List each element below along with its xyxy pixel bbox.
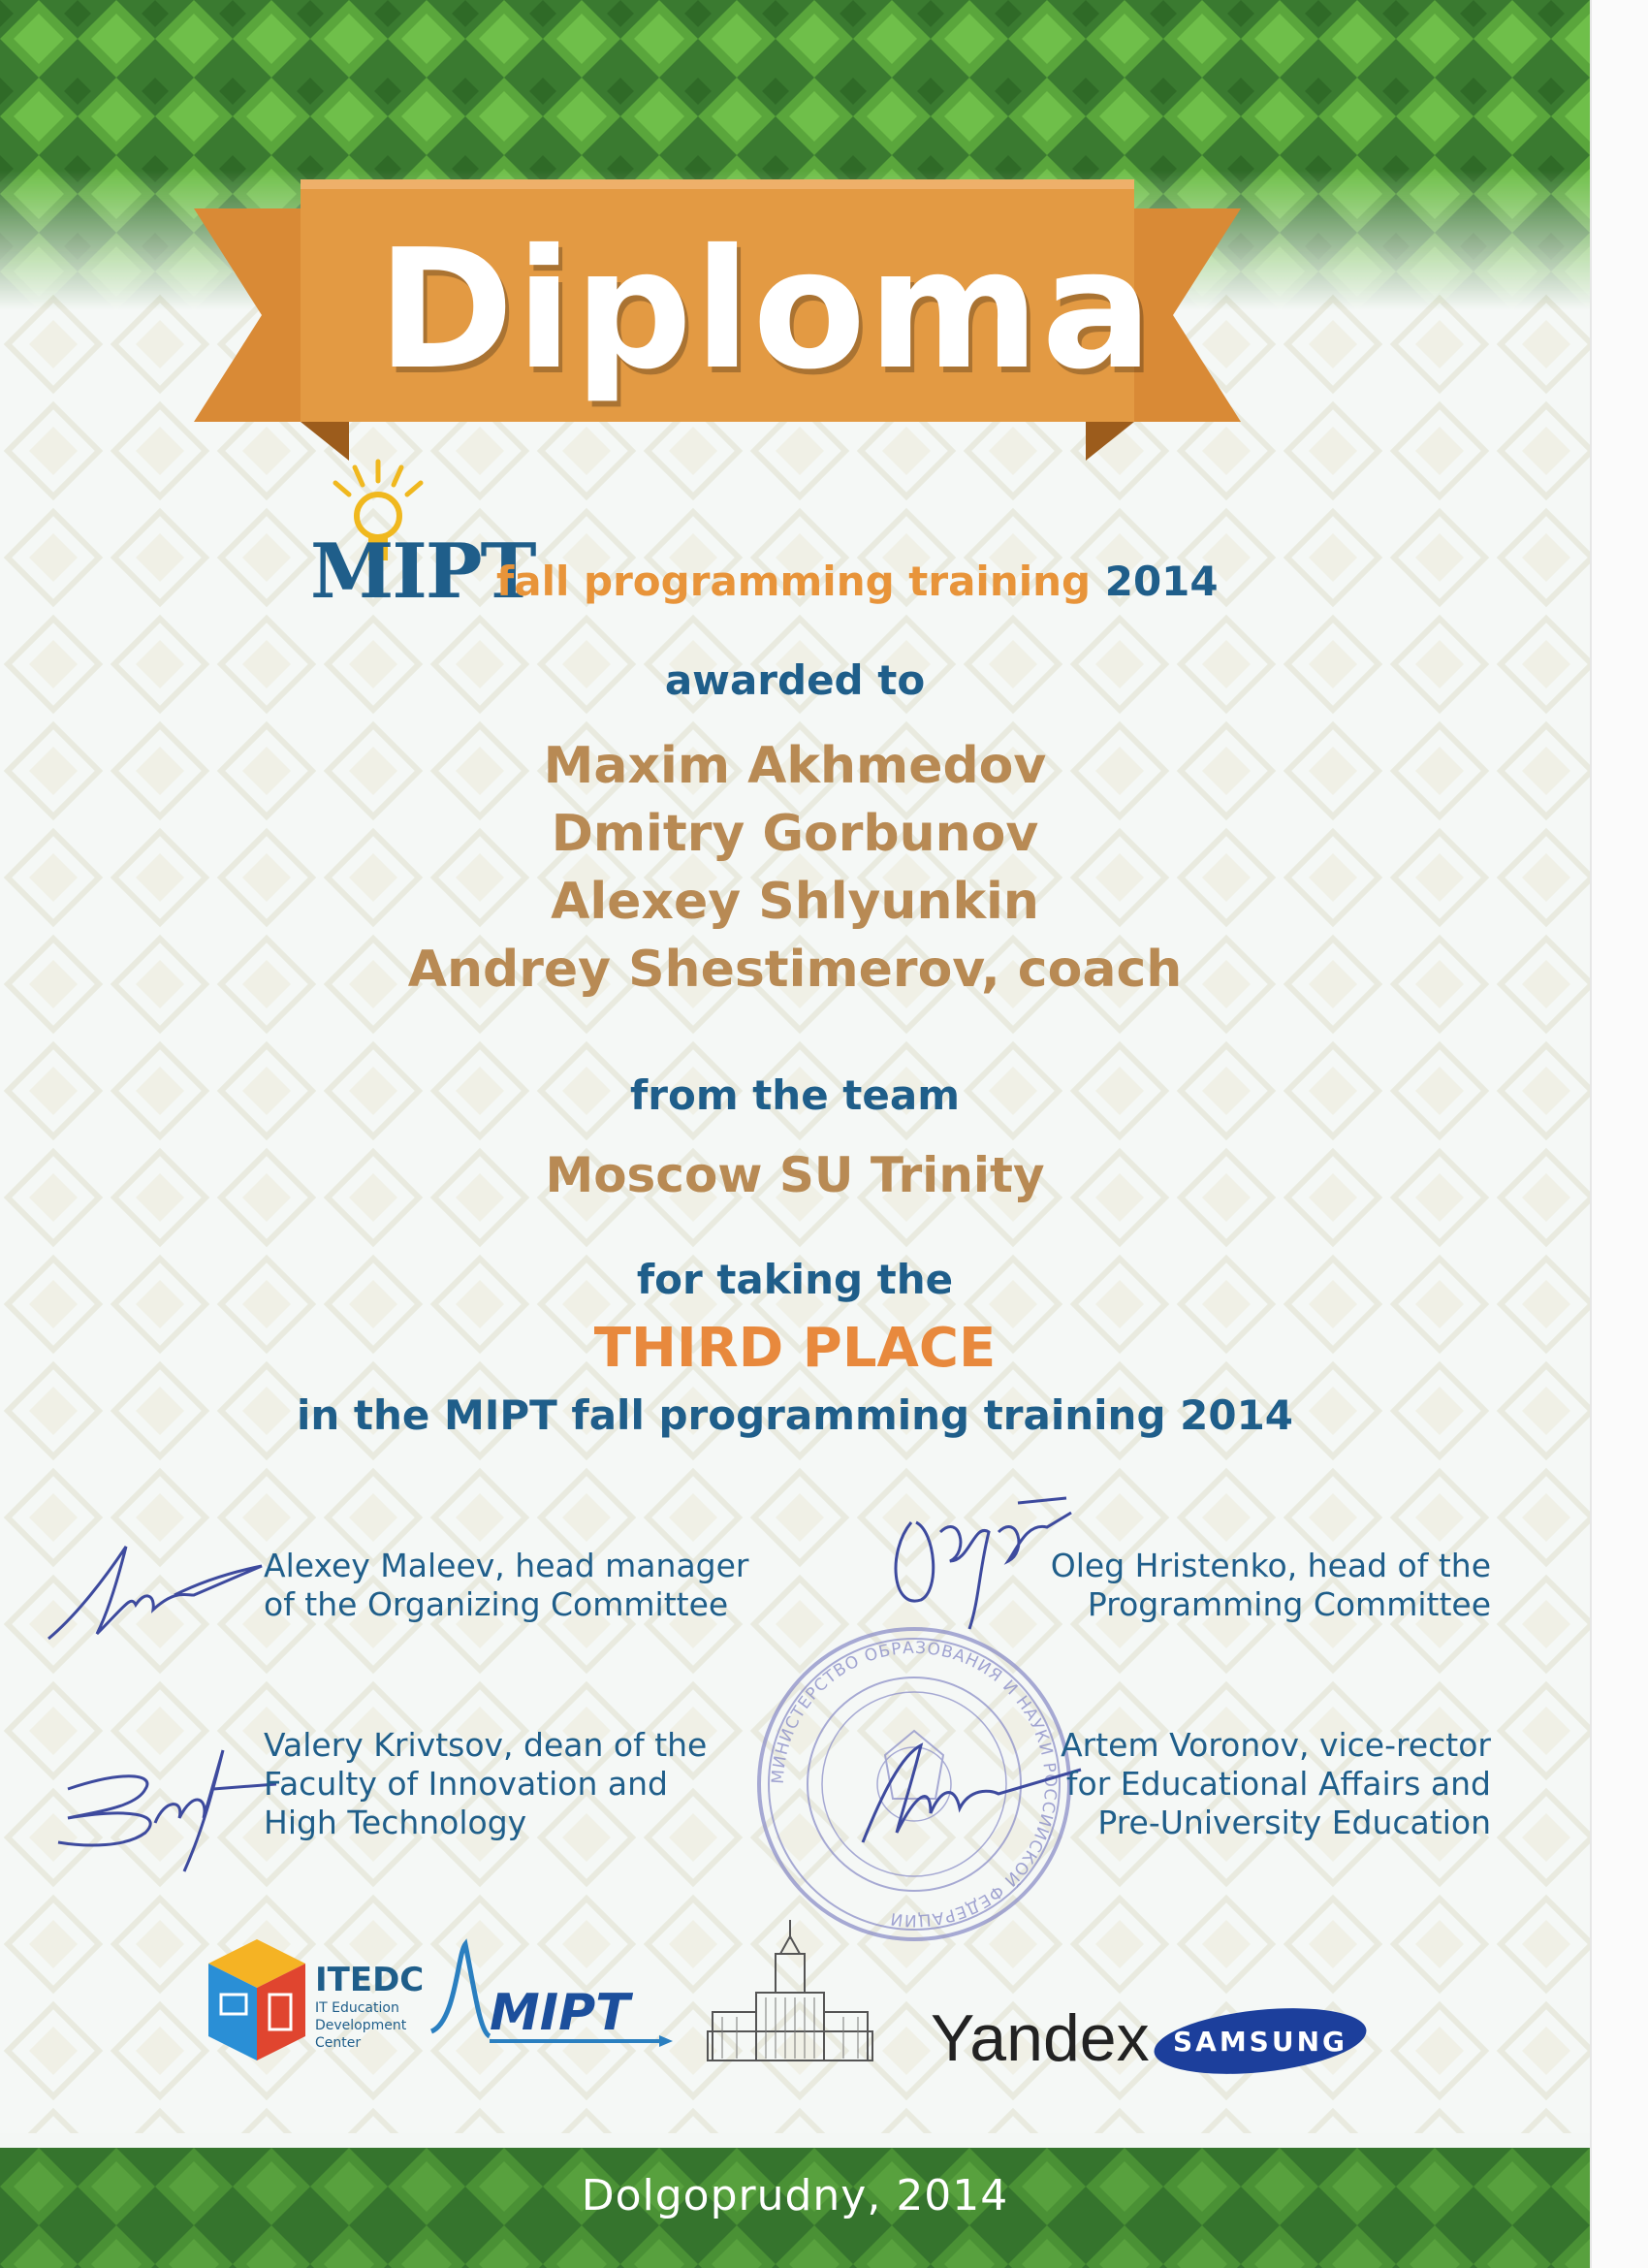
itedc-subtitle: Center [315, 2035, 362, 2051]
signatory-line: Artem Voronov, vice-rector [1061, 1726, 1491, 1764]
samsung-logo [1151, 1999, 1369, 2084]
event-logo-name: fall programming training [496, 558, 1092, 605]
itedc-logo [208, 1939, 424, 2060]
samsung-name: SAMSUNG [1172, 2026, 1348, 2058]
signatory-hristenko [948, 1547, 1491, 1624]
recipient-name: Dmitry Gorbunov [551, 805, 1039, 863]
signatory-line: Valery Krivtsov, dean of the [264, 1726, 708, 1764]
msu-building-icon [708, 1920, 872, 2060]
recipient-name: Maxim Akhmedov [543, 737, 1047, 795]
signatory-line: Pre-University Education [1097, 1804, 1491, 1841]
signatory-line: Alexey Maleev, head manager [264, 1547, 749, 1584]
scan-margin [1590, 0, 1648, 2268]
team-label: from the team [630, 1071, 960, 1119]
signature-maleev [39, 1537, 271, 1653]
signatory-krivtsov [264, 1726, 707, 1842]
signatory-line: Faculty of Innovation and [264, 1765, 668, 1803]
event-logo [310, 456, 1280, 621]
stamp-text: МИНИСТЕРСТВО ОБРАЗОВАНИЯ И НАУКИ РОССИЙСКОЙ ФЕДЕРАЦИИ [768, 1638, 1061, 1931]
event-line: in the MIPT fall programming training 2014 [296, 1391, 1294, 1439]
event-logo-year: 2014 [1104, 558, 1219, 605]
yandex-logo: Yandex [931, 2001, 1150, 2075]
diploma-title: Diploma [377, 214, 1155, 406]
reason-label: for taking the [636, 1256, 954, 1303]
signatory-voronov [948, 1726, 1491, 1842]
signatory-line: High Technology [264, 1804, 527, 1841]
event-logo-brand: MIPT [310, 527, 535, 616]
signatory-line: of the Organizing Committee [264, 1585, 729, 1623]
itedc-subtitle: IT Education [315, 2000, 399, 2016]
mipt-name: MIPT [490, 1984, 630, 2042]
itedc-name: ITEDC [315, 1961, 425, 1999]
footer-place-date: Dolgoprudny, 2014 [581, 2171, 1009, 2220]
itedc-subtitle: Development [315, 2018, 407, 2033]
team-name: Moscow SU Trinity [545, 1147, 1045, 1203]
signatory-line: Oleg Hristenko, head of the [1050, 1547, 1491, 1584]
event-logo-text [496, 558, 1219, 606]
signatory-line: Programming Committee [1087, 1585, 1491, 1623]
recipient-name: Andrey Shestimerov, coach [407, 941, 1183, 999]
recipient-name: Alexey Shlyunkin [551, 873, 1039, 931]
sponsor-logos [0, 1915, 1590, 2109]
signatory-maleev [264, 1547, 748, 1624]
signatory-line: for Educational Affairs and [1065, 1765, 1491, 1803]
signature-krivtsov [48, 1731, 281, 1876]
place-title: THIRD PLACE [593, 1317, 997, 1380]
mipt-logo [431, 1944, 673, 2047]
awarded-to-label: awarded to [664, 656, 926, 704]
